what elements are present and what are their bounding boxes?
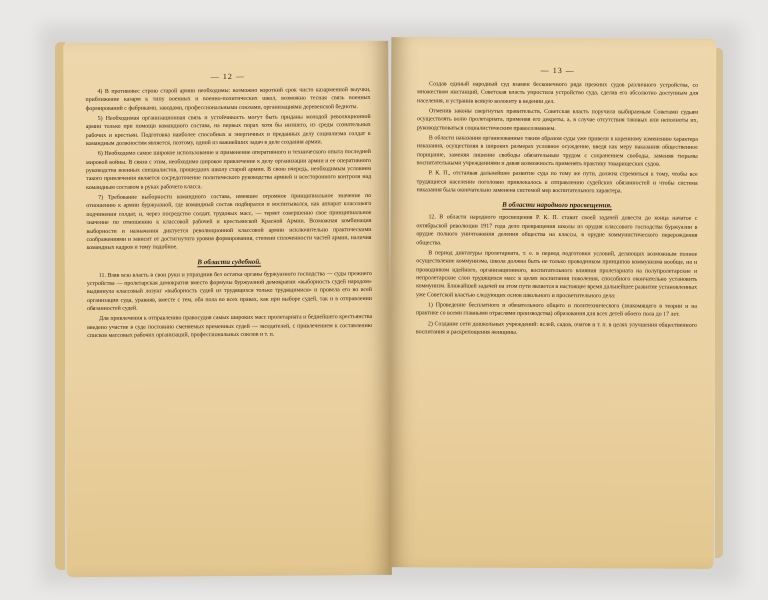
paragraph: Создав единый народный суд взамен бесконечного ряда прежних судов различного устройства, со множеством инстанций, Советская власть упростила устройство суда, сделав его абсолютно доступным для населения, и устранив всякую волокиту в ведении дел.	[417, 81, 699, 105]
paragraph: 4) В противовес строю старой армии необходимы: возможно короткий срок чисто казарменной выучки, приближение казарм к типу военных и военно-политических школ, возможно тесная связь военных формирований с фабриками, заводами, профессиональными союзами, организациями деревенской бедноты.	[85, 86, 371, 112]
paragraph: 12. В области народного просвещения Р. К. П. ставит своей задачей довести до конца начатое с октябрьской революции 1917 года дело превращения школы из орудия классового господства буржуазии в орудие полного уничтожения деления общества на классы, в орудие коммунистического перерождения общества.	[416, 214, 698, 246]
paragraph: Р. К. П., отстаивая дальнейшее развитие суда по тому же пути, должна стремиться к тому, чтобы все трудящиеся население поголовно привлекалось к отправлению судейских обязанностей и чтобы система наказания была окончательно заменена системой мер воспитательного характера.	[416, 170, 698, 195]
paragraph: 6) Необходимо самое широкое использование и применение оперативного и технического опыта последней мировой войны. В связи с этим, необходимо широкое привлечение к делу организации армии и ее оперативного руководства военных специалистов, прошедших школу старой армии. В свою очередь, необходимым условием такого привлечения является сосредоточение политического руководства армией и всесторонного контроля над командным составом в руках рабочего класса.	[85, 149, 372, 191]
right-page	[389, 37, 717, 569]
section-heading: В области народного просвещения.	[502, 201, 612, 210]
paragraph: 11. Взяв всю власть в свои руки и упразднив без остатка органы буржуазного господства — суды прежнего устройства — пролетарская демократия вместо формулы буржуазной демократии «выборность судей народом» выдвинула классовый лозунг «выборность судей из трудящихся только трудящимися» и провела его во всей организации суда, уравняв, вместе с тем, оба пола во всех правах, как при выборе судей, так и в отправлении обязанностей судей.	[86, 270, 372, 312]
section-heading: В области судебной.	[197, 257, 262, 266]
page-number: — 12 —	[210, 71, 245, 82]
right-page-edges	[715, 48, 723, 558]
left-page	[63, 41, 392, 577]
paragraph: 1) Проведение бесплатного и обязательного общего и политехнического (знакомящего в теории и на практике со всеми главными отраслями производства) образования для всех детей обоего пола до 17 лет.	[415, 302, 697, 318]
paragraph: 2) Создание сети дошкольных учреждений: яслей, садов, очагов и т. п. в целях улучшения общественного воспитания и раскрепощения женщины.	[415, 320, 697, 336]
paragraph: Для привлечения к отправлению правосудия самых широких масс пролетариата и беднейшего крестьянства введено участие в суде постоянно сменяемых временных судей — заседателей, с привлечением к составлению списков массовых рабочих организаций, профессиональных союзов и т. п.	[87, 314, 373, 339]
paragraph: В области наказания организованные таким образом суды уже привели к коренному изменению характера наказания, осуществляя в широких размерах условное осуждение, введя как меру наказания общественное порицание, заменяя лишение свободы обязательным трудом с сохранением свободы, заменяя тюрьмы воспитательными учреждениями и давая возможность применять практику товарищеских судов.	[416, 135, 698, 168]
paragraph: 7) Требование выборности командного состава, имевшее огромное принципиальное значение по отношению к армии буржуазной, где командный состав подбирался и воспитывался, как аппарат классового подчинения солдат, и, через посредство солдат, трудовых масс, — теряет совершенно свое принципиальное значение по отношению к классовой рабочей и крестьянской Красной Армии. Возможная комбинация выборности и назначения диктуется революционной классовой армии исключительно практическими соображениями и зависит от достигнутого уровня формирования, степени сплоченности частей армии, наличия командных кадров и тому подобное.	[86, 193, 372, 252]
page-number: — 13 —	[540, 65, 575, 76]
paragraph: Отменив законы свергнутых правительств, Советская власть поручила выбираемым Советами судьям осуществлять волю пролетариата, применяя его декреты, а, в случае отсутствия таковых или неполноты их, руководствоваться социалистическим правосознанием.	[416, 108, 699, 132]
paragraph: В период диктатуры пролетариата, т. е. в период подготовки условий, делающих возможным полное осуществление коммунизма, школа должна быть не только проводником принципов коммунизма вообще, но и проводником идейного, организационного, воспитательного влияния пролетариата на полупролетарские и непролетарские слои трудящихся масс в целях воспитания поколения, способного окончательно установить коммунизм. Ближайшей задачей на этом пути является в настоящее время дальнейшее развитие установленных уже Советской властью следующих основ школьного и просветительного дела:	[416, 250, 698, 299]
open-book	[55, 36, 725, 581]
paragraph: 5) Необходимая организационная связь и устойчивость могут быть приданы молодой революционной армии только при помощи командного состава, на первых порах хотя бы низшего, из среды сознательных рабочих и крестьян. Подготовка наиболее способных и энергичных и преданных делу социализма солдат к командным должностям является, поэтому, одной из важнейших задач в деле создания армии.	[85, 114, 371, 148]
